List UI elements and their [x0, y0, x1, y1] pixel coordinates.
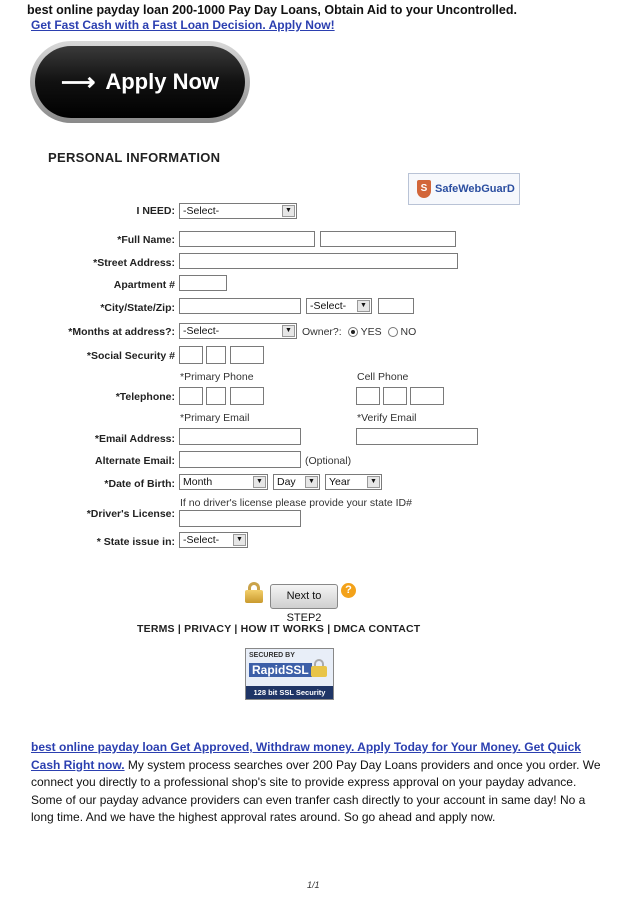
state-issue-label: * State issue in:	[96, 536, 175, 548]
chevron-down-icon: ▼	[357, 300, 370, 312]
body-link[interactable]: best online payday loan Get Approved, Withdraw money. Apply Today for Your Money. Get Quick Cash Right now.	[31, 740, 581, 772]
apply-now-label: Apply Now	[105, 69, 220, 94]
chevron-down-icon: ▼	[282, 205, 295, 217]
cell-area-input[interactable]	[356, 387, 380, 405]
section-title: PERSONAL INFORMATION	[48, 150, 221, 165]
lock-icon	[245, 582, 263, 602]
first-name-input[interactable]	[179, 231, 315, 247]
shield-icon: S	[417, 180, 431, 198]
body-paragraph	[31, 739, 606, 827]
dob-day-value: Day	[277, 476, 296, 488]
owner-yes-radio[interactable]	[348, 327, 358, 337]
owner-no-label: NO	[400, 326, 417, 338]
next-step-button[interactable]: Next to STEP2	[270, 584, 338, 609]
owner-no-radio[interactable]	[388, 327, 398, 337]
dob-day-select[interactable]	[273, 474, 320, 490]
dob-label: *Date of Birth:	[104, 478, 175, 490]
apply-link[interactable]: Get Fast Cash with a Fast Loan Decision. Apply Now!	[31, 18, 335, 32]
owner-label: Owner?:	[302, 326, 342, 338]
verify-email-input[interactable]	[356, 428, 478, 445]
months-label: *Months at address?:	[68, 326, 175, 338]
phone-area-input[interactable]	[179, 387, 203, 405]
owner-yes-label: YES	[360, 326, 382, 338]
full-name-label: *Full Name:	[117, 234, 175, 246]
need-label: I NEED:	[136, 205, 175, 217]
cell-prefix-input[interactable]	[383, 387, 407, 405]
footer-links[interactable]: TERMS | PRIVACY | HOW IT WORKS | DMCA CONTACT	[137, 623, 421, 635]
ssl-strength: 128 bit SSL Security	[246, 686, 333, 699]
chevron-down-icon: ▼	[282, 325, 295, 337]
optional-label: (Optional)	[305, 455, 352, 467]
phone-line-input[interactable]	[230, 387, 264, 405]
state-select[interactable]	[306, 298, 372, 314]
months-select[interactable]	[179, 323, 297, 339]
state-issue-value: -Select-	[183, 534, 220, 546]
dob-month-value: Month	[183, 476, 213, 488]
need-select-value: -Select-	[183, 205, 220, 217]
city-input[interactable]	[179, 298, 301, 314]
email-input[interactable]	[179, 428, 301, 445]
rapidssl-badge	[245, 648, 334, 700]
street-input[interactable]	[179, 253, 458, 269]
apply-now-face[interactable]	[35, 46, 245, 118]
ssn-label: *Social Security #	[86, 350, 175, 362]
need-select[interactable]	[179, 203, 297, 219]
email-label: *Email Address:	[94, 433, 175, 445]
dob-year-select[interactable]	[325, 474, 382, 490]
safewebguard-badge	[408, 173, 520, 205]
license-hint: If no driver's license please provide your state ID#	[180, 497, 412, 509]
ssn-part3-input[interactable]	[230, 346, 264, 364]
chevron-down-icon: ▼	[233, 534, 246, 546]
license-label: *Driver's License:	[86, 508, 175, 520]
arrow-right-icon: ⟶	[60, 68, 96, 96]
ssl-secured-by: SECURED BY	[249, 652, 295, 659]
apply-now-button[interactable]	[30, 41, 250, 123]
cell-phone-label: Cell Phone	[357, 371, 409, 383]
help-icon[interactable]: ?	[341, 583, 356, 598]
ssn-part2-input[interactable]	[206, 346, 226, 364]
last-name-input[interactable]	[320, 231, 456, 247]
body-text: My system process searches over 200 Pay Day Loans providers and once you order. We connect you directly to a professional shop's site to provide express approval on your payday advance. Some of our payday advance providers can even tranfer cash directly to your account in same day! No a long time. And we have the highest approval rates around. So go ahead and apply now.	[31, 757, 601, 824]
telephone-label: *Telephone:	[115, 391, 175, 403]
months-select-value: -Select-	[183, 325, 220, 337]
primary-phone-label: *Primary Phone	[180, 371, 254, 383]
phone-prefix-input[interactable]	[206, 387, 226, 405]
city-state-zip-label: *City/State/Zip:	[100, 302, 175, 314]
padlock-icon	[311, 659, 327, 677]
ssn-part1-input[interactable]	[179, 346, 203, 364]
state-select-value: -Select-	[310, 300, 347, 312]
state-issue-select[interactable]	[179, 532, 248, 548]
page-number: 1/1	[307, 880, 320, 890]
primary-email-label: *Primary Email	[180, 412, 250, 424]
safewebguard-label: SafeWebGuarD	[435, 183, 515, 195]
apartment-label: Apartment #	[113, 279, 175, 291]
dob-year-value: Year	[329, 476, 351, 488]
chevron-down-icon: ▼	[305, 476, 318, 488]
alt-email-input[interactable]	[179, 451, 301, 468]
document-title: best online payday loan 200-1000 Pay Day Loans, Obtain Aid to your Uncontrolled.	[27, 3, 517, 17]
dob-month-select[interactable]	[179, 474, 268, 490]
license-input[interactable]	[179, 510, 301, 527]
chevron-down-icon: ▼	[253, 476, 266, 488]
apartment-input[interactable]	[179, 275, 227, 291]
street-label: *Street Address:	[93, 257, 175, 269]
zip-input[interactable]	[378, 298, 414, 314]
ssl-brand: RapidSSL	[249, 663, 312, 677]
alt-email-label: Alternate Email:	[95, 455, 175, 467]
owner-row	[302, 326, 416, 338]
chevron-down-icon: ▼	[367, 476, 380, 488]
verify-email-label: *Verify Email	[357, 412, 417, 424]
cell-line-input[interactable]	[410, 387, 444, 405]
